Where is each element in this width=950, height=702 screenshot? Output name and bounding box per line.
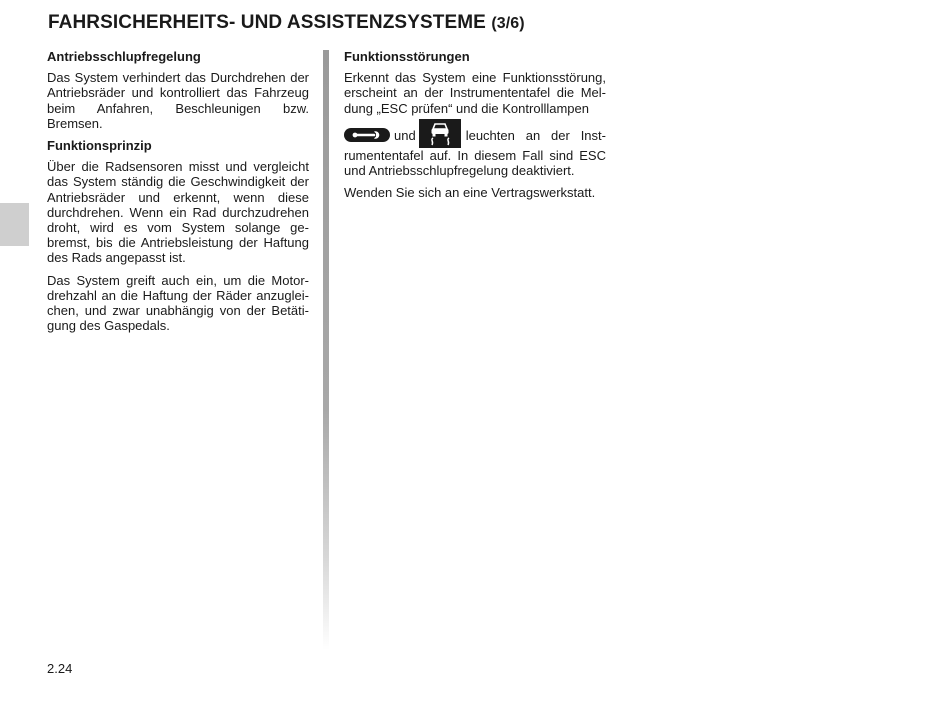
paragraph-operating-principle-2: Das System greift auch ein, um die Motordrehzahl an die Haftung der Räder anzugleichen, und zwar unabhängig von der Betätigung des Gaspedals. (47, 272, 309, 334)
wrench-warning-icon (344, 128, 390, 142)
page-title-counter: (3/6) (491, 15, 525, 32)
icon-connector-text: und (394, 127, 416, 143)
page-title-text: FAHRSICHERHEITS- UND ASSISTENZSYSTEME (48, 12, 486, 33)
esc-skid-car-icon (419, 119, 461, 148)
paragraph-contact-workshop: Wenden Sie sich an eine Vertragswerkstatt. (344, 185, 596, 201)
paragraph-malfunctions-continuation: leuchten an der Instrumententafel auf. In diesem Fall sind ESC und Antriebsschlupfregelung deaktiviert. (344, 127, 606, 179)
section-heading-operating-principle: Funktionsprinzip (47, 138, 152, 154)
paragraph-malfunctions-1: Erkennt das System eine Funktionsstörung, erscheint an der Instrumententafel die Meldung „ESC prüfen“ und die Kontrolllampen (344, 70, 606, 116)
left-column (47, 49, 309, 340)
page-title (48, 12, 525, 34)
right-column (344, 49, 606, 207)
paragraph-malfunctions-icons (344, 119, 606, 178)
paragraph-operating-principle-1: Über die Radsensoren misst und vergleicht das System ständig die Geschwindigkeit der Antriebsräder und erkennt, wenn diese durchdrehen. Wenn ein Rad durchzudrehen droht, wird es vom System solange gebremst, bis die Antriebsleistung der Haftung des Rads angepasst ist. (47, 159, 309, 266)
paragraph-traction-control: Das System verhindert das Durchdrehen der Antriebsräder und kontrolliert das Fahrzeug beim Anfahren, Beschleunigen bzw. Bremsen. (47, 70, 309, 131)
page-number: 2.24 (47, 661, 73, 676)
section-heading-malfunctions: Funktionsstörungen (344, 49, 470, 64)
section-heading-traction-control: Antriebsschlupfregelung (47, 49, 201, 64)
column-divider (323, 50, 329, 650)
chapter-side-tab (0, 203, 29, 246)
